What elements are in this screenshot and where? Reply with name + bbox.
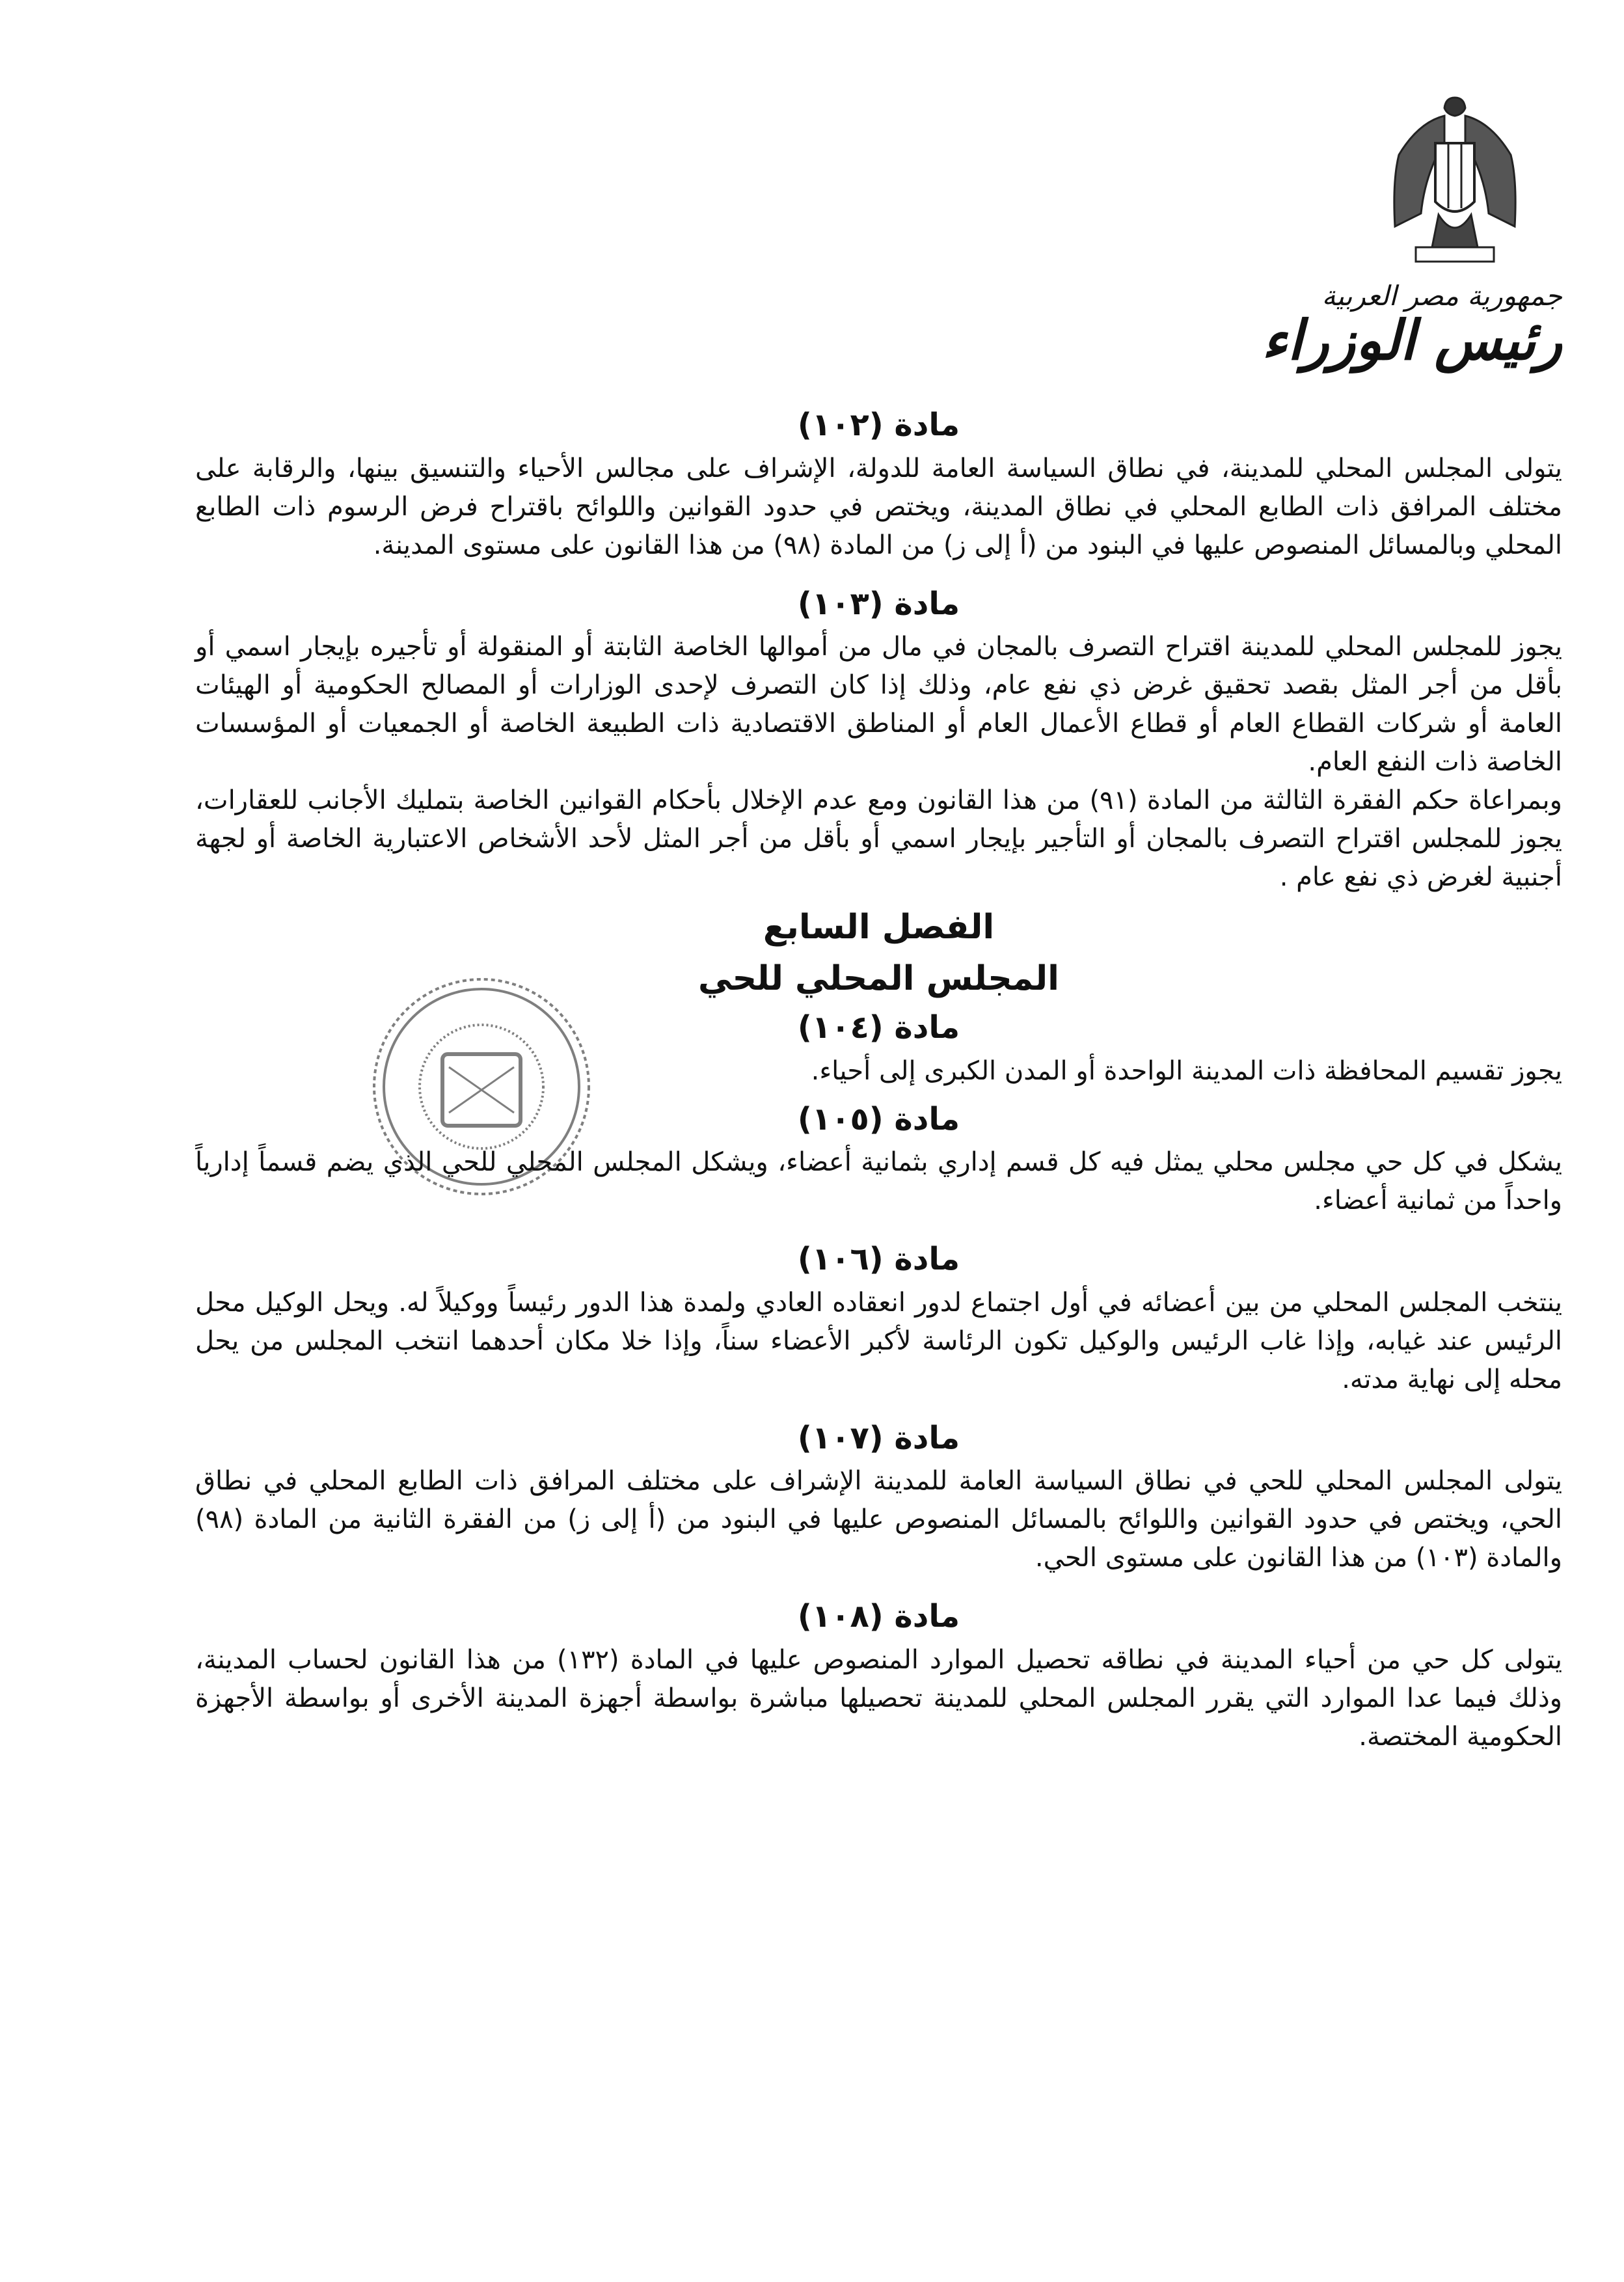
article-heading: مادة (١٠٦) <box>797 1241 960 1278</box>
chapter-subtitle: المجلس المحلي للحي <box>698 958 1059 998</box>
article-body <box>195 1284 1562 1399</box>
article-heading: مادة (١٠٧) <box>797 1419 960 1456</box>
article-body <box>195 628 1562 897</box>
article-paragraph: يجوز تقسيم المحافظة ذات المدينة الواحدة أو المدن الكبرى إلى أحياء. <box>811 1055 1562 1086</box>
letterhead-office: رئيس الوزراء <box>1262 308 1562 372</box>
article-paragraph: يتولى المجلس المحلي للحي في نطاق السياسة العامة للمدينة الإشراف على مختلف المرافق ذات الطابع المحلي في نطاق الحي، ويختص في حدود القوانين واللوائح بالمسائل المنصوص عليها في البنود من (أ إلى ز) من الفقرة الثانية من المادة (٩٨) والمادة (١٠٣) من هذا القانون على مستوى الحي. <box>195 1466 1562 1573</box>
article-paragraph: يشكل في كل حي مجلس محلي يمثل فيه كل قسم إداري بثمانية أعضاء، ويشكل المجلس المحلي للحي الذي يضم قسماً إدارياً واحداً من ثمانية أعضاء. <box>195 1147 1562 1216</box>
article-paragraph: وبمراعاة حكم الفقرة الثالثة من المادة (٩١) من هذا القانون ومع عدم الإخلال بأحكام القوانين الخاصة بتمليك الأجانب للعقارات، يجوز للمجلس اقتراح التصرف بالمجان أو التأجير بإيجار اسمي أو بأقل من أجر المثل لأحد الأشخاص الاعتبارية الخاصة أو لجهة أجنبية لغرض ذي نفع عام . <box>195 785 1562 893</box>
document-body <box>195 407 1562 1756</box>
article-paragraph: يتولى المجلس المحلي للمدينة، في نطاق السياسة العامة للدولة، الإشراف على مجالس الأحياء والتنسيق بينها، والرقابة على مختلف المرافق ذات الطابع المحلي في نطاق المدينة، ويختص في حدود القوانين واللوائح باقتراح فرض الرسوم ذات الطابع المحلي وبالمسائل المنصوص عليها في البنود من (أ إلى ز) من المادة (٩٨) من هذا القانون على مستوى المدينة. <box>195 453 1562 560</box>
article-body <box>195 450 1562 565</box>
article-body <box>195 1052 1562 1091</box>
article-heading: مادة (١٠٢) <box>797 407 960 443</box>
article-paragraph: يجوز للمجلس المحلي للمدينة اقتراح التصرف بالمجان في مال من أموالها الخاصة الثابتة أو المنقولة أو تأجيره بإيجار اسمي أو بأقل من أجر المثل بقصد تحقيق غرض ذي نفع عام، وذلك إذا كان التصرف لإحدى الوزارات أو المصالح الحكومية أو الهيئات العامة أو شركات القطاع العام أو قطاع الأعمال العام أو المناطق الاقتصادية ذات الطبيعة الخاصة أو الجمعيات أو المؤسسات الخاصة ذات النفع العام. <box>195 632 1562 778</box>
article-heading: مادة (١٠٨) <box>797 1598 960 1635</box>
eagle-emblem-icon <box>1377 85 1533 273</box>
letterhead-country: جمهورية مصر العربية <box>1321 280 1562 312</box>
article-body <box>195 1641 1562 1756</box>
chapter-title: الفصل السابع <box>763 908 995 947</box>
article-paragraph: ينتخب المجلس المحلي من بين أعضائه في أول اجتماع لدور انعقاده العادي ولمدة هذا الدور رئيساً ووكيلاً له. ويحل الوكيل محل الرئيس عند غيابه، وإذا غاب الرئيس والوكيل تكون الرئاسة لأكبر الأعضاء سناً، وإذا خلا مكان أحدهما انتخب المجلس من يحل محله إلى نهاية مدته. <box>195 1287 1562 1394</box>
article-heading: مادة (١٠٥) <box>797 1100 960 1137</box>
article-heading: مادة (١٠٣) <box>797 585 960 622</box>
article-body <box>195 1143 1562 1220</box>
article-body <box>195 1462 1562 1577</box>
letterhead <box>1262 85 1562 423</box>
article-paragraph: يتولى كل حي من أحياء المدينة في نطاقه تحصيل الموارد المنصوص عليها في المادة (١٣٢) من هذا القانون لحساب المدينة، وذلك فيما عدا الموارد التي يقرر المجلس المحلي للمدينة تحصيلها مباشرة بواسطة أجهزة المدينة الأخرى أو بواسطة الأجهزة الحكومية المختصة. <box>195 1644 1562 1752</box>
article-heading: مادة (١٠٤) <box>797 1009 960 1046</box>
